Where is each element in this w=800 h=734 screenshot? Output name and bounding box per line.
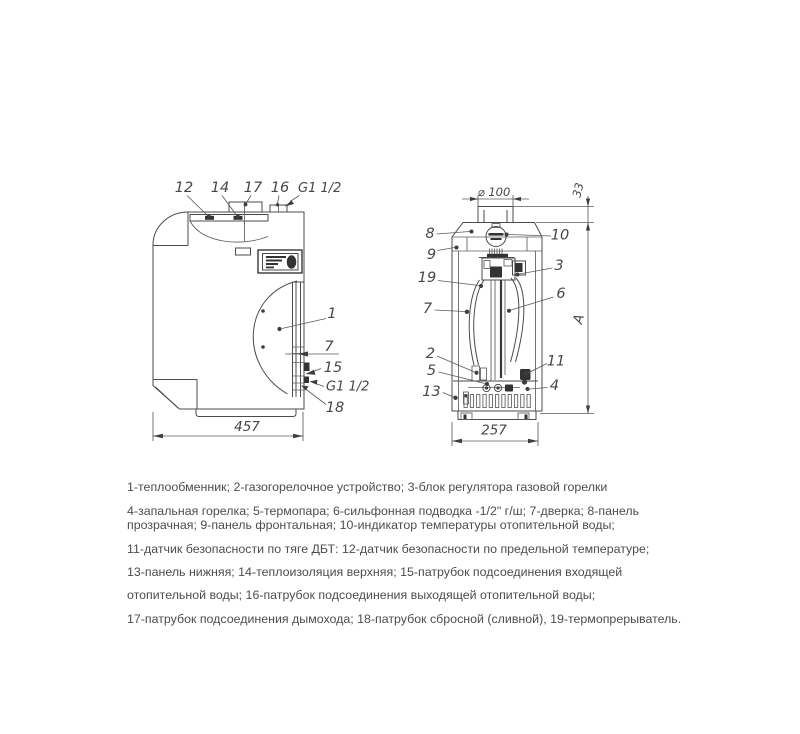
callout-3: 3 xyxy=(554,258,564,274)
callout-15: 15 xyxy=(323,360,343,376)
callout-g1-top: G1 1/2 xyxy=(298,181,342,196)
callout-18: 18 xyxy=(325,400,345,416)
callout-9: 9 xyxy=(426,247,437,263)
callout-13: 13 xyxy=(422,384,441,400)
legend-line-7: 17-патрубок подсоединения дымохода; 18-патрубок сбросной (сливной), 19-термопрерыватель. xyxy=(127,612,682,626)
callout-g1-side: G1 1/2 xyxy=(326,379,370,395)
callout-16: 16 xyxy=(270,180,290,196)
legend-line-4: 11-датчик безопасности по тяге ДБТ: 12-датчик безопасности по предельной температуре; xyxy=(127,542,650,556)
callout-2: 2 xyxy=(425,346,436,362)
callout-7-side: 7 xyxy=(324,339,334,355)
legend-line-1: 1-теплообменник; 2-газогорелочное устройство; 3-блок регулятора газовой горелки xyxy=(127,480,608,494)
callout-14: 14 xyxy=(210,180,230,196)
legend-line-6: отопительной воды; 16-патрубок подсоединения выходящей отопительной воды; xyxy=(127,587,596,602)
callout-17: 17 xyxy=(243,180,263,196)
dim-A-label: A xyxy=(570,312,588,326)
callout-8: 8 xyxy=(425,226,435,242)
callout-1: 1 xyxy=(327,306,337,322)
callout-5: 5 xyxy=(426,363,437,379)
callout-11: 11 xyxy=(546,353,566,370)
callout-19: 19 xyxy=(417,270,437,286)
callout-12: 12 xyxy=(174,180,194,196)
callout-4: 4 xyxy=(549,378,560,394)
dim-257-label: 257 xyxy=(481,422,507,439)
callout-6: 6 xyxy=(556,286,566,302)
legend-line-5: 13-панель нижняя; 14-теплоизоляция верхняя; 15-патрубок подсоединения входящей xyxy=(127,565,623,579)
dim-flue-diameter-label: ⌀ 100 xyxy=(477,185,511,199)
callout-7-front: 7 xyxy=(422,301,433,317)
dim-457-label: 457 xyxy=(234,419,260,435)
callout-10: 10 xyxy=(550,227,570,244)
dim-33-label: 33 xyxy=(569,181,587,199)
legend-line-2: 4-запальная горелка; 5-термопара; 6-сильфонная подводка -1/2" г/ш; 7-дверка; 8-панель xyxy=(127,504,640,518)
legend-line-3: прозрачная; 9-панель фронтальная; 10-индикатор температуры отопительной воды; xyxy=(127,517,615,532)
